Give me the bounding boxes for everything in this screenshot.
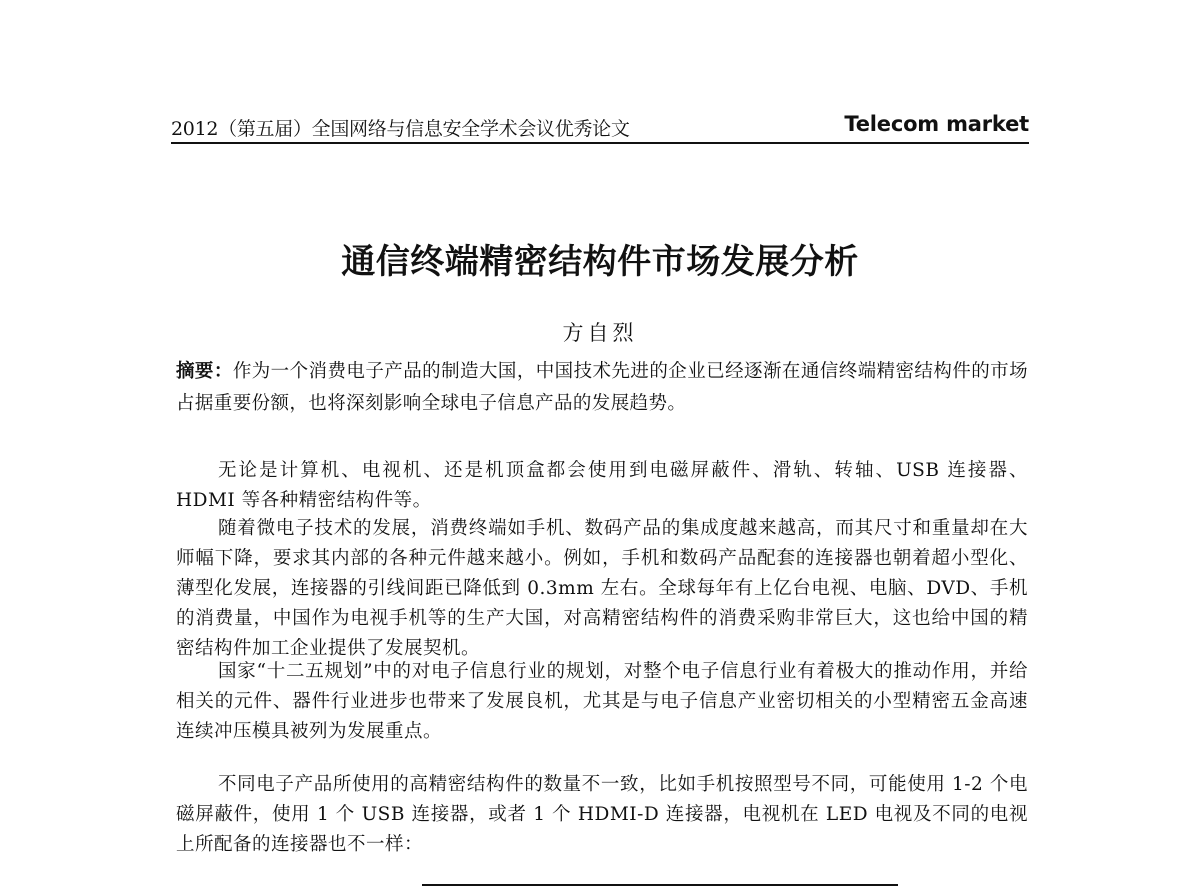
- paper-title: 通信终端精密结构件市场发展分析: [341, 242, 859, 282]
- table-top-rule: [422, 884, 898, 886]
- abstract-text: 作为一个消费电子产品的制造大国，中国技术先进的企业已经逐渐在通信终端精密结构件的市场占据重要份额，也将深刻影响全球电子信息产品的发展趋势。: [176, 361, 1028, 414]
- body-paragraph-2: 随着微电子技术的发展，消费终端如手机、数码产品的集成度越来越高，而其尺寸和重量却在大师幅下降，要求其内部的各种元件越来越小。例如，手机和数码产品配套的连接器也朝着超小型化、薄型化发展，连接器的引线间距已降低到 0.3mm 左右。全球每年有上亿台电视、电脑、DVD、手机的消费量，中国作为电视手机等的生产大国，对高精密结构件的消费采购非常巨大，这也给中国的精密结构件加工企业提供了发展契机。: [176, 518, 1028, 659]
- running-header: [171, 112, 1029, 144]
- journal-name: Telecom market: [844, 112, 1029, 136]
- abstract: [176, 356, 1028, 420]
- conference-name: 2012（第五届）全国网络与信息安全学术会议优秀论文: [171, 118, 630, 140]
- body-paragraph-4: 不同电子产品所使用的高精密结构件的数量不一致，比如手机按照型号不同，可能使用 1-2 个电磁屏蔽件，使用 1 个 USB 连接器，或者 1 个 HDMI-D 连接器，电视机在 LED 电视及不同的电视上所配备的连接器也不一样：: [176, 774, 1028, 855]
- body-paragraph-3: 国家“十二五规划”中的对电子信息行业的规划，对整个电子信息行业有着极大的推动作用，并给相关的元件、器件行业进步也带来了发展良机，尤其是与电子信息产业密切相关的小型精密五金高速连续冲压模具被列为发展重点。: [176, 661, 1028, 742]
- author-name: 方自烈: [562, 321, 638, 345]
- body-paragraph-1: 无论是计算机、电视机、还是机顶盒都会使用到电磁屏蔽件、滑轨、转轴、USB 连接器、HDMI 等各种精密结构件等。: [176, 460, 1028, 511]
- abstract-label: 摘要：: [176, 361, 233, 382]
